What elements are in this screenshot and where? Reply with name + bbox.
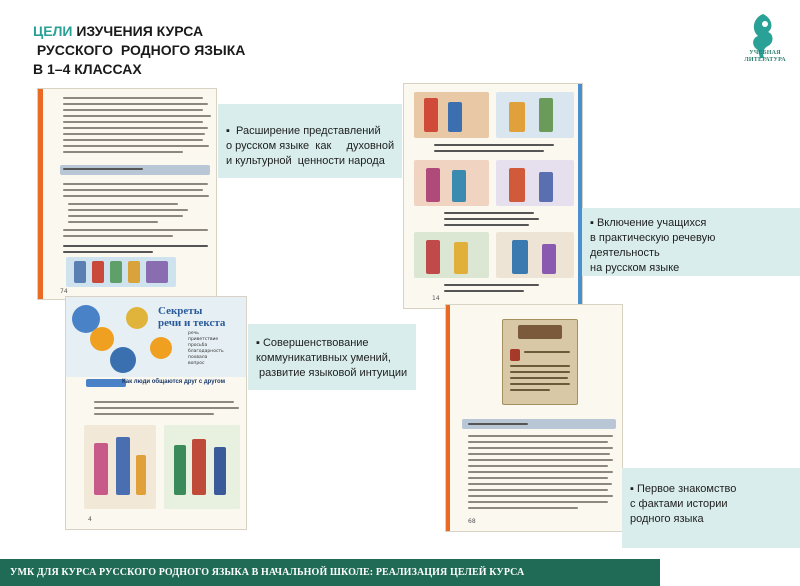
publisher-logo-text: УЧЕБНАЯ ЛИТЕРАТУРА — [744, 50, 786, 63]
textbook-page-1 — [37, 88, 217, 300]
footer-text: УМК ДЛЯ КУРСА РУССКОГО РОДНОГО ЯЗЫКА В НАЧАЛЬНОЙ ШКОЛЕ: РЕАЛИЗАЦИЯ ЦЕЛЕЙ КУРСА — [10, 567, 525, 578]
page-number: 4 — [88, 516, 92, 523]
title-line3: В 1–4 КЛАССАХ — [33, 61, 142, 77]
page-number: 14 — [432, 295, 440, 302]
textbook-page-3 — [65, 296, 247, 530]
illustration-4 — [496, 160, 574, 206]
goal-callout-1: ▪ Расширение представлений о русском языке как духовной и культурной ценности народа — [218, 104, 402, 178]
title-line1: ИЗУЧЕНИЯ КУРСА — [72, 23, 204, 39]
goal-callout-3: ▪ Совершенствование коммуникативных умений, развитие языковой интуиции — [248, 324, 416, 390]
proverbs-box — [60, 165, 210, 175]
title-accent: ЦЕЛИ — [33, 23, 73, 39]
goal-callout-4: ▪ Первое знакомство с фактами истории родного языка — [622, 468, 800, 548]
footer-bar — [0, 559, 660, 586]
goal-callout-2: ▪ Включение учащихся в практическую речевую деятельность на русском языке — [582, 208, 800, 276]
page-number: 68 — [468, 518, 476, 525]
illustration-6 — [496, 232, 574, 278]
page-number: 74 — [60, 288, 68, 295]
illustration-2 — [496, 92, 574, 138]
keywords-list: речь приветствие просьба благодарность похвала вопрос — [188, 331, 224, 366]
textbook-page-4 — [445, 304, 623, 532]
chapter-heading: Секреты речи и текста — [158, 305, 226, 329]
section-bar — [86, 379, 126, 387]
slide-title — [33, 22, 245, 79]
textbook-page-2 — [403, 83, 583, 309]
title-line2: РУССКОГО РОДНОГО ЯЗЫКА — [33, 42, 246, 58]
section-title: Как люди общаются друг с другом — [122, 379, 226, 385]
